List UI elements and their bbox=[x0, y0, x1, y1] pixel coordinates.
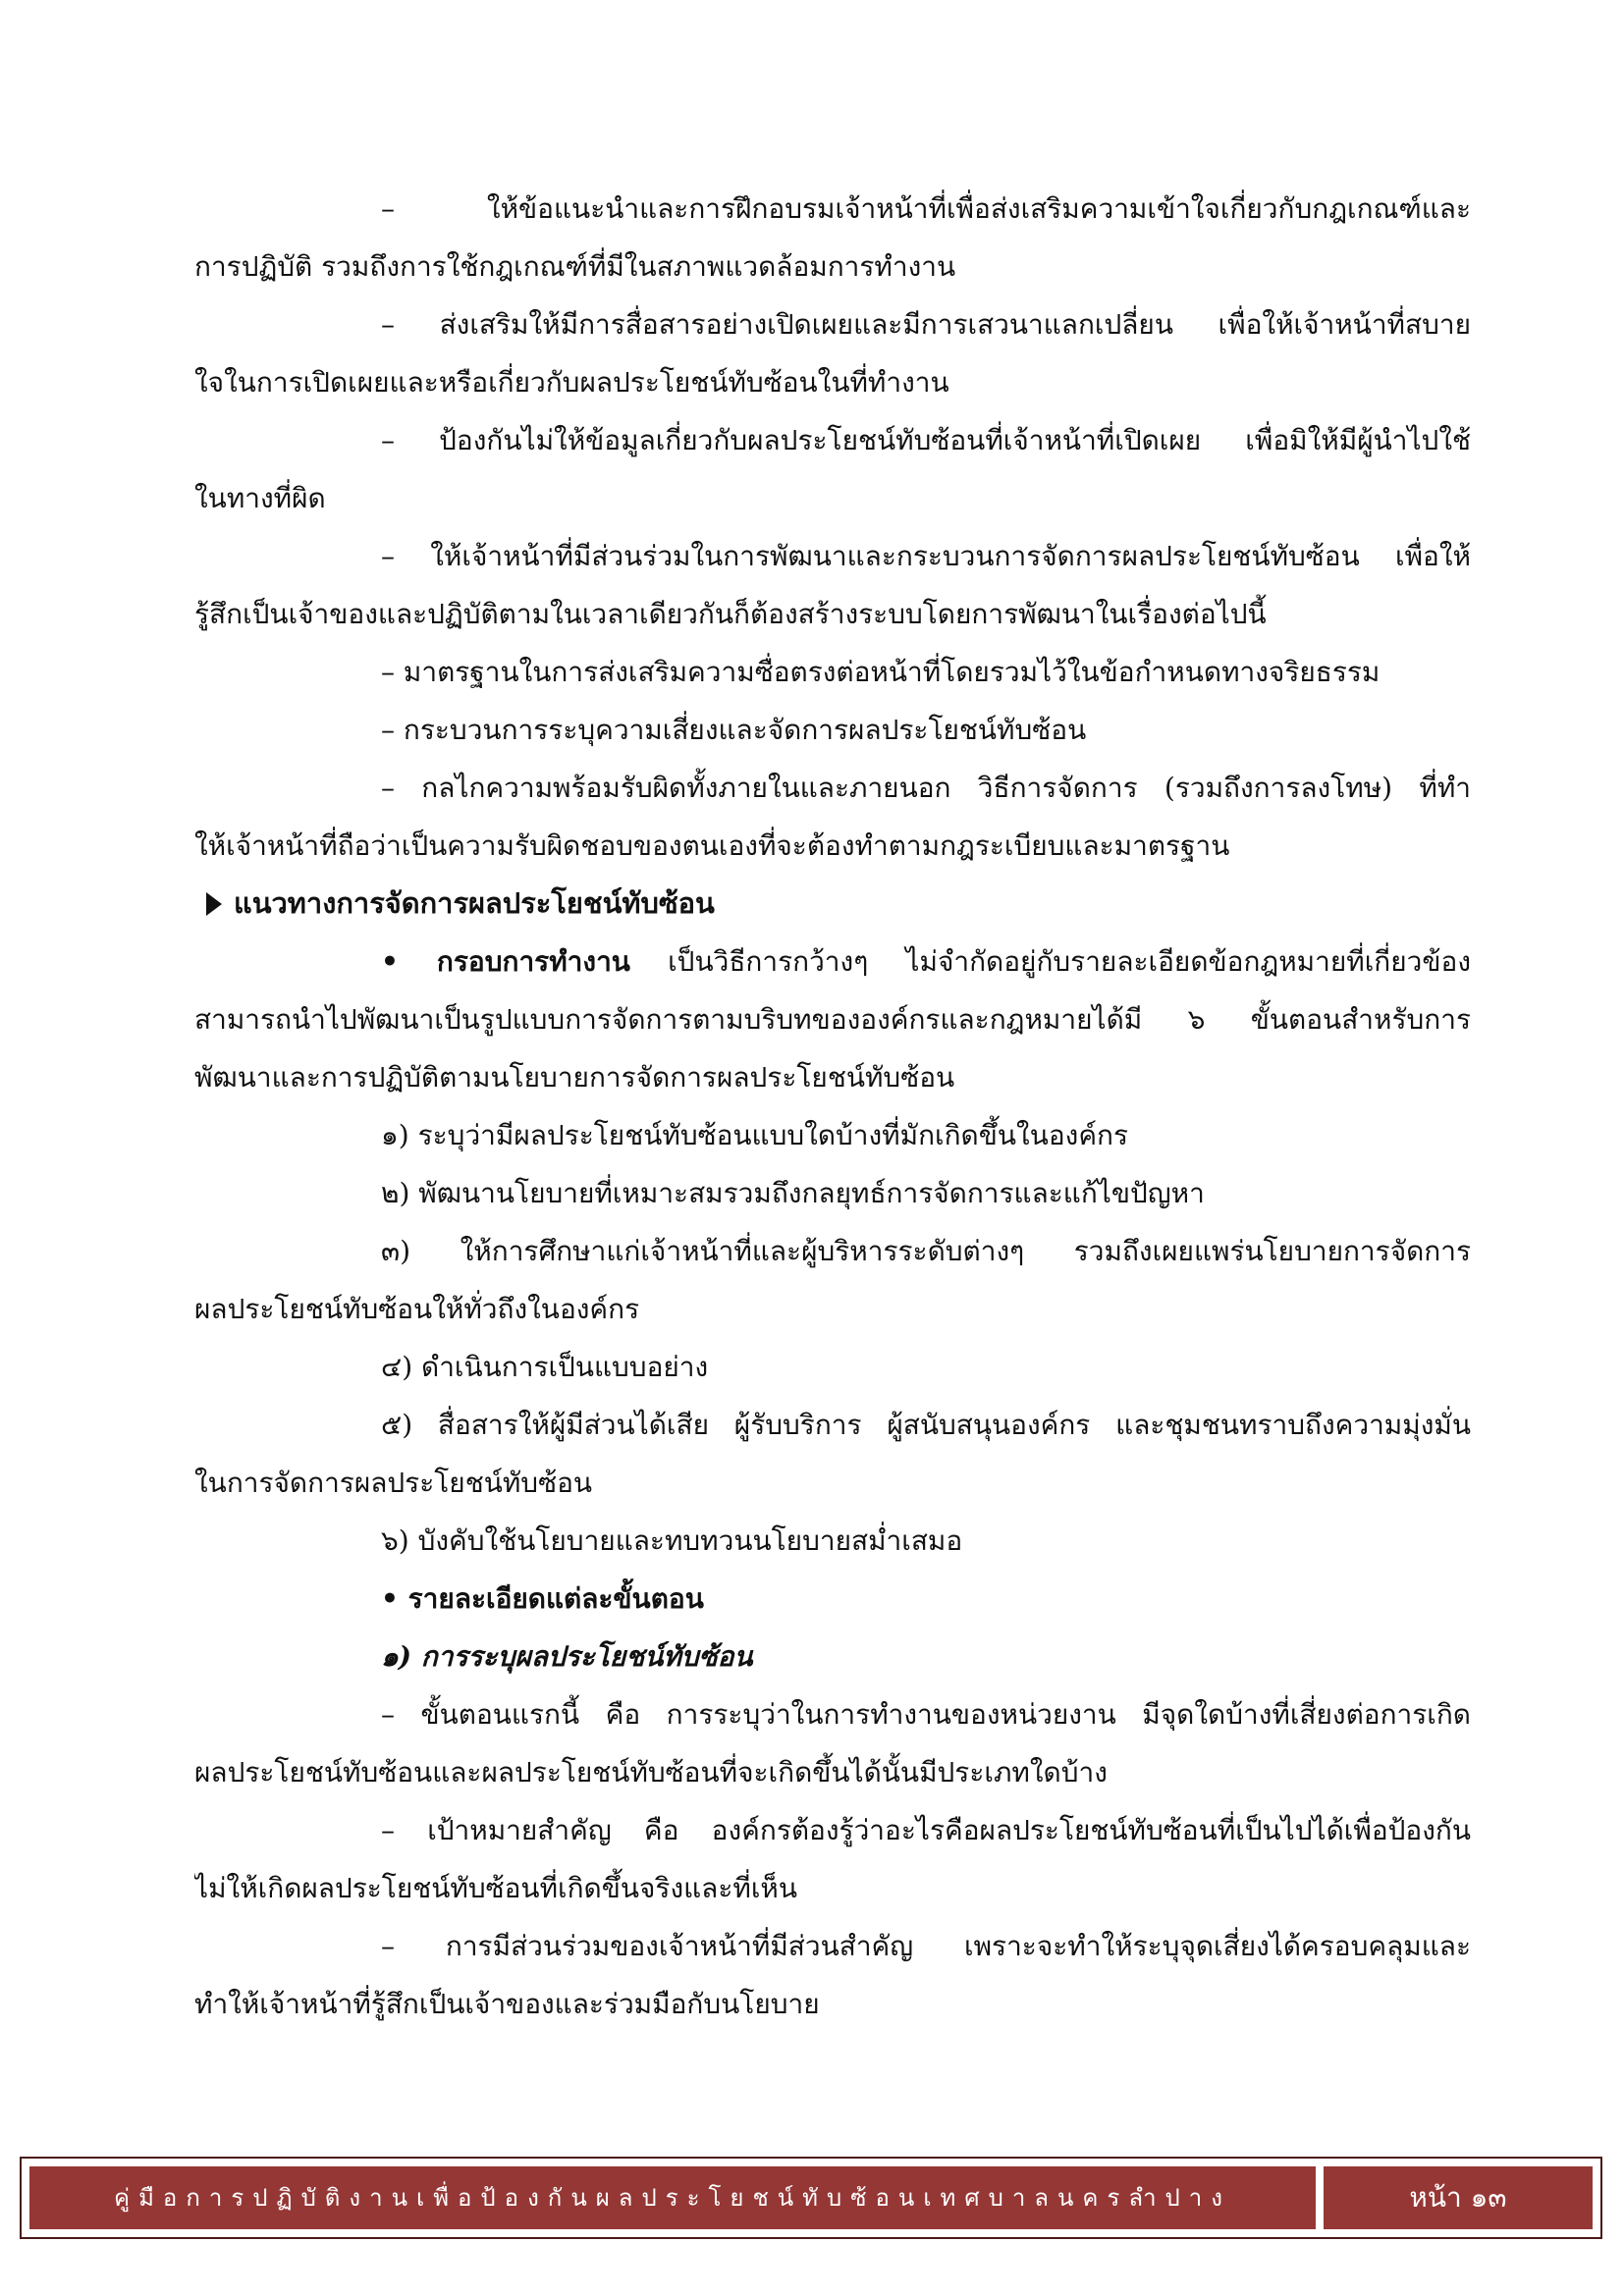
step-item: ๒) พัฒนานโยบายที่เหมาะสมรวมถึงกลยุทธ์การจัดการและแก้ไขปัญหา bbox=[381, 1177, 1205, 1209]
paragraph-line: การปฏิบัติ รวมถึงการใช้กฎเกณฑ์ที่มีในสภาพแวดล้อมการทำงาน bbox=[194, 250, 956, 283]
document-body bbox=[194, 180, 1471, 2033]
framework-text: เป็นวิธีการกว้างๆ ไม่จำกัดอยู่กับรายละเอียดข้อกฎหมายที่เกี่ยวข้อง bbox=[629, 945, 1471, 978]
paragraph-line: ในการจัดการผลประโยชน์ทับซ้อน bbox=[194, 1467, 593, 1499]
paragraph-line: – การมีส่วนร่วมของเจ้าหน้าที่มีส่วนสำคัญ เพราะจะทำให้ระบุจุดเสี่ยงได้ครอบคลุมและ bbox=[381, 1930, 1471, 1962]
paragraph-line: – มาตรฐานในการส่งเสริมความซื่อตรงต่อหน้าที่โดยรวมไว้ในข้อกำหนดทางจริยธรรม bbox=[381, 656, 1380, 688]
step-item: ๕) สื่อสารให้ผู้มีส่วนได้เสีย ผู้รับบริการ ผู้สนับสนุนองค์กร และชุมชนทราบถึงความมุ่งมั่น bbox=[381, 1409, 1471, 1441]
paragraph-line: ผลประโยชน์ทับซ้อนและผลประโยชน์ทับซ้อนที่จะเกิดขึ้นได้นั้นมีประเภทใดบ้าง bbox=[194, 1756, 1108, 1789]
paragraph-line: – กลไกความพร้อมรับผิดทั้งภายในและภายนอก วิธีการจัดการ (รวมถึงการลงโทษ) ที่ทำ bbox=[381, 772, 1471, 804]
paragraph-line: ทำให้เจ้าหน้าที่รู้สึกเป็นเจ้าของและร่วมมือกับนโยบาย bbox=[194, 1988, 820, 2020]
details-label: • รายละเอียดแต่ละขั้นตอน bbox=[381, 1582, 704, 1615]
step-item: ๓) ให้การศึกษาแก่เจ้าหน้าที่และผู้บริหารระดับต่างๆ รวมถึงเผยแพร่นโยบายการจัดการ bbox=[381, 1235, 1471, 1267]
paragraph-line: – เป้าหมายสำคัญ คือ องค์กรต้องรู้ว่าอะไรคือผลประโยชน์ทับซ้อนที่เป็นไปได้เพื่อป้องกัน bbox=[381, 1814, 1471, 1846]
paragraph-line: ให้เจ้าหน้าที่ถือว่าเป็นความรับผิดชอบของตนเองที่จะต้องทำตามกฎระเบียบและมาตรฐาน bbox=[194, 829, 1230, 862]
footer-title: คู่มือการปฏิบัติงานเพื่อป้องกันผลประโยชน์ทับซ้อนเทศบาลนครลำปาง bbox=[29, 2166, 1316, 2229]
framework-label: • กรอบการทำงาน bbox=[381, 945, 630, 978]
step-item: ๖) บังคับใช้นโยบายและทบทวนนโยบายสม่ำเสมอ bbox=[381, 1524, 963, 1557]
page-number: หน้า ๑๓ bbox=[1324, 2166, 1593, 2229]
section-heading bbox=[194, 875, 1471, 933]
paragraph-line: สามารถนำไปพัฒนาเป็นรูปแบบการจัดการตามบริบทขององค์กรและกฎหมายได้มี ๖ ขั้นตอนสำหรับการ bbox=[194, 1003, 1471, 1036]
paragraph-line: – กระบวนการระบุความเสี่ยงและจัดการผลประโยชน์ทับซ้อน bbox=[381, 714, 1087, 746]
paragraph-line: – ส่งเสริมให้มีการสื่อสารอย่างเปิดเผยและมีการเสวนาแลกเปลี่ยน เพื่อให้เจ้าหน้าที่สบาย bbox=[381, 308, 1471, 341]
paragraph-line: ใจในการเปิดเผยและหรือเกี่ยวกับผลประโยชน์ทับซ้อนในที่ทำงาน bbox=[194, 366, 949, 399]
paragraph-line: – ขั้นตอนแรกนี้ คือ การระบุว่าในการทำงานของหน่วยงาน มีจุดใดบ้างที่เสี่ยงต่อการเกิด bbox=[381, 1698, 1471, 1731]
paragraph-line: พัฒนาและการปฏิบัติตามนโยบายการจัดการผลประโยชน์ทับซ้อน bbox=[194, 1061, 955, 1094]
paragraph-line: ในทางที่ผิด bbox=[194, 482, 326, 514]
section-heading-text: แนวทางการจัดการผลประโยชน์ทับซ้อน bbox=[234, 886, 715, 920]
step-item: ๔) ดำเนินการเป็นแบบอย่าง bbox=[381, 1351, 709, 1383]
framework-line bbox=[194, 933, 1471, 990]
paragraph-line: – ให้เจ้าหน้าที่มีส่วนร่วมในการพัฒนาและกระบวนการจัดการผลประโยชน์ทับซ้อน เพื่อให้ bbox=[381, 540, 1471, 572]
paragraph-line: รู้สึกเป็นเจ้าของและปฏิบัติตามในเวลาเดียวกันก็ต้องสร้างระบบโดยการพัฒนาในเรื่องต่อไปนี้ bbox=[194, 598, 1267, 630]
step-item: ๑) ระบุว่ามีผลประโยชน์ทับซ้อนแบบใดบ้างที่มักเกิดขึ้นในองค์กร bbox=[381, 1119, 1129, 1151]
paragraph-line: – ป้องกันไม่ให้ข้อมูลเกี่ยวกับผลประโยชน์ทับซ้อนที่เจ้าหน้าที่เปิดเผย เพื่อมิให้มีผู้นำไปใช้ bbox=[381, 424, 1471, 456]
paragraph-line: – ให้ข้อแนะนำและการฝึกอบรมเจ้าหน้าที่เพื่อส่งเสริมความเข้าใจเกี่ยวกับกฎเกณฑ์และ bbox=[381, 192, 1471, 225]
paragraph-line: ผลประโยชน์ทับซ้อนให้ทั่วถึงในองค์กร bbox=[194, 1293, 640, 1325]
page-footer bbox=[20, 2157, 1602, 2239]
step1-title: ๑) การระบุผลประโยชน์ทับซ้อน bbox=[381, 1640, 753, 1673]
triangle-bullet-icon bbox=[206, 892, 222, 916]
paragraph-line: ไม่ให้เกิดผลประโยชน์ทับซ้อนที่เกิดขึ้นจริงและที่เห็น bbox=[194, 1872, 798, 1904]
